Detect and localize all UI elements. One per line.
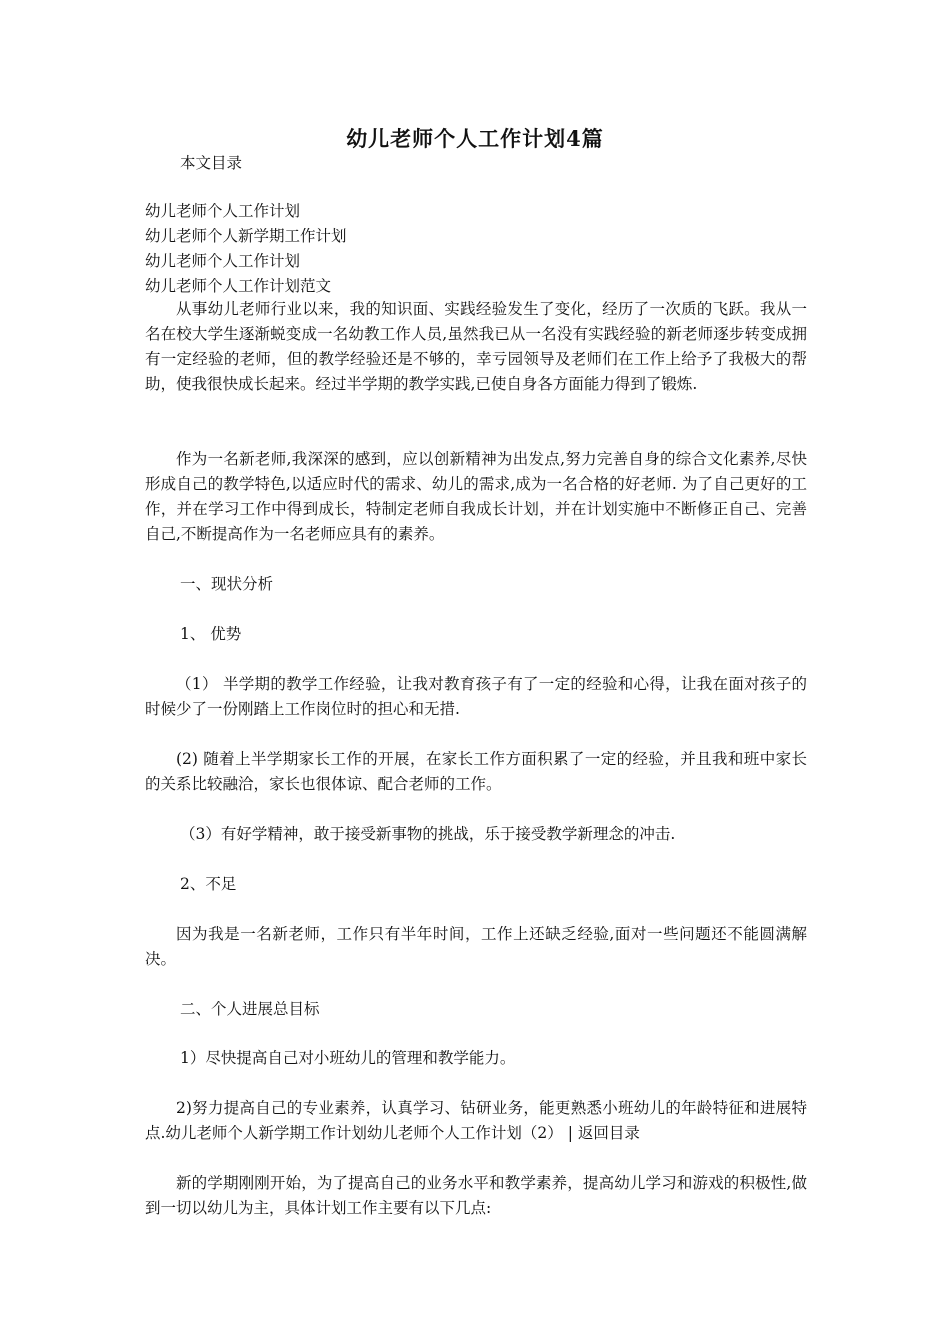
section-heading-goals: 二、个人进展总目标 bbox=[180, 1000, 320, 1018]
toc-heading: 本文目录 bbox=[180, 154, 243, 172]
document-title: 幼儿老师个人工作计划4篇 bbox=[346, 126, 604, 151]
paragraph-strength-3: （3）有好学精神，敢于接受新事物的挑战，乐于接受教学新理念的冲击. bbox=[180, 825, 676, 843]
toc-item[interactable]: 幼儿老师个人新学期工作计划 bbox=[145, 227, 347, 245]
paragraph-goal: 作为一名新老师,我深深的感到，应以创新精神为出发点,努力完善自身的综合文化素养,尽快形成自己的教学特色,以适应时代的需求、幼儿的需求,成为一名合格的好老师. 为了自己更好的工作，并在学习工作中得到成长，特制定老师自我成长计划，并在计划实施中不断修正自己、完善自己,不断提高作为一名老师应具有的素养。 bbox=[145, 450, 807, 543]
paragraph-strength-1: （1） 半学期的教学工作经验，让我对教育孩子有了一定的经验和心得，让我在面对孩子的时候少了一份刚踏上工作岗位时的担心和无措. bbox=[145, 675, 807, 718]
paragraph-goal-2: 2)努力提高自己的专业素养，认真学习、钻研业务，能更熟悉小班幼儿的年龄特征和进展特点.幼儿老师个人新学期工作计划幼儿老师个人工作计划（2） | 返回目录 bbox=[145, 1099, 807, 1142]
paragraph-intro: 从事幼儿老师行业以来，我的知识面、实践经验发生了变化，经历了一次质的飞跃。我从一名在校大学生逐渐蜕变成一名幼教工作人员,虽然我已从一名没有实践经验的新老师逐步转变成拥有一定经验的老师，但的教学经验还是不够的，幸亏园领导及老师们在工作上给予了我极大的帮助，使我很快成长起来。经过半学期的教学实践,已使自身各方面能力得到了锻炼. bbox=[145, 300, 807, 393]
paragraph-new-semester: 新的学期刚刚开始，为了提高自己的业务水平和教学素养，提高幼儿学习和游戏的积极性,做到一切以幼儿为主，具体计划工作主要有以下几点: bbox=[145, 1174, 807, 1217]
paragraph-goal-1: 1）尽快提高自己对小班幼儿的管理和教学能力。 bbox=[180, 1049, 516, 1067]
toc-item[interactable]: 幼儿老师个人工作计划 bbox=[145, 252, 301, 270]
section-heading-analysis: 一、现状分析 bbox=[180, 575, 274, 593]
paragraph-strength-2: (2) 随着上半学期家长工作的开展，在家长工作方面积累了一定的经验，并且我和班中家长的关系比较融洽，家长也很体谅、配合老师的工作。 bbox=[145, 750, 807, 793]
paragraph-weakness: 因为我是一名新老师，工作只有半年时间，工作上还缺乏经验,面对一些问题还不能圆满解决。 bbox=[145, 925, 807, 968]
subheading-strengths: 1、 优势 bbox=[180, 625, 242, 643]
table-of-contents bbox=[145, 199, 347, 299]
toc-item[interactable]: 幼儿老师个人工作计划范文 bbox=[145, 277, 332, 295]
toc-item[interactable]: 幼儿老师个人工作计划 bbox=[145, 202, 301, 220]
subheading-weaknesses: 2、不足 bbox=[180, 875, 237, 893]
